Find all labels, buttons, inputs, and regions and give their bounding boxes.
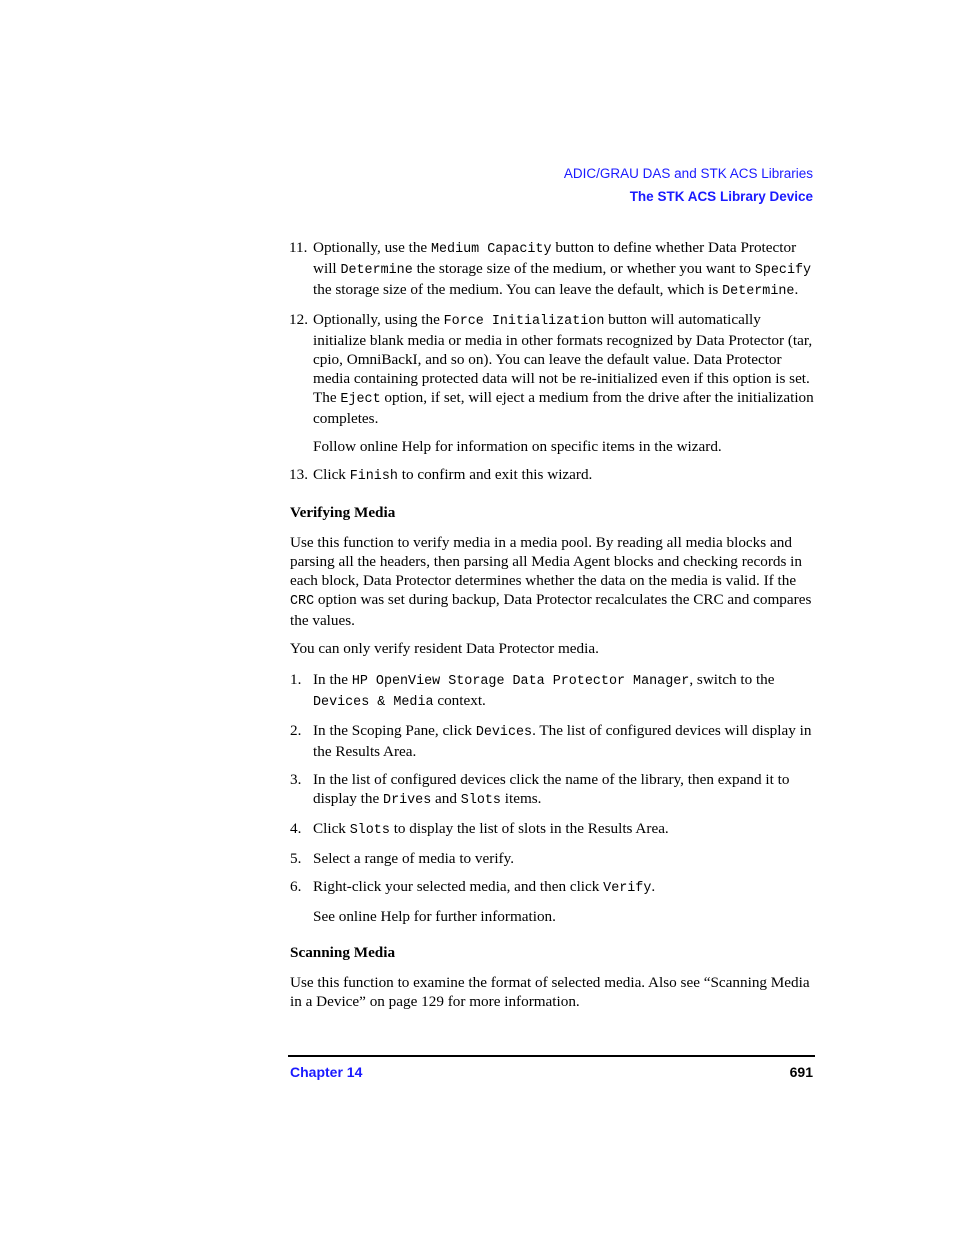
- code-force-initialization: Force Initialization: [443, 314, 605, 329]
- verify-step-1: 1. In the HP OpenView Storage Data Protector Manager, switch to the Devices & Media context.: [290, 671, 775, 710]
- code-determine: Determine: [340, 263, 413, 278]
- step-number: 1.: [290, 671, 302, 688]
- code-verify: Verify: [603, 881, 652, 896]
- verify-step-4: 4. Click Slots to display the list of slots in the Results Area.: [290, 820, 669, 838]
- step-number: 11.: [289, 239, 308, 256]
- code-devices: Devices: [475, 725, 533, 740]
- code-slots: Slots: [349, 823, 390, 838]
- code-manager-name: HP OpenView Storage Data Protector Manager: [351, 674, 690, 689]
- scan-intro-paragraph: Use this function to examine the format of selected media. Also see “Scanning Media in a Device” on page 129 for more information.: [290, 974, 810, 1010]
- code-specify: Specify: [754, 263, 812, 278]
- verify-intro-paragraph: Use this function to verify media in a media pool. By reading all media blocks and parsing all the headers, then parsing all Media Agent blocks and checking records in each block, Data Protector determines whether the data on the media is valid. If the CRC option was set during backup, Data Protector recalculates the CRC and compares the values.: [290, 534, 812, 629]
- code-medium-capacity: Medium Capacity: [430, 242, 552, 257]
- footer-page-number: 691: [789, 1064, 813, 1080]
- footer-rule: [288, 1055, 815, 1057]
- heading-scanning-media: Scanning Media: [290, 944, 396, 961]
- code-devices-media: Devices & Media: [313, 695, 434, 710]
- code-slots: Slots: [460, 793, 501, 808]
- verify-step-2: 2. In the Scoping Pane, click Devices. The list of configured devices will display in the Results Area.: [290, 722, 812, 760]
- verify-step-6: 6. Right-click your selected media, and then click Verify.: [290, 878, 656, 896]
- heading-verifying-media: Verifying Media: [290, 504, 396, 521]
- step-11: 11. Optionally, use the Medium Capacity button to define whether Data Protector will Determine the storage size of the medium, or whether you want to Specify the storage size of the medium. You can leave the default, which is Determine.: [289, 239, 812, 299]
- code-determine-default: Determine: [722, 284, 795, 299]
- verify-resident-note: You can only verify resident Data Protector media.: [290, 640, 599, 657]
- code-drives: Drives: [383, 793, 432, 808]
- step-number: 13.: [289, 466, 308, 483]
- page-body: [290, 238, 815, 1011]
- footer-chapter: Chapter 14: [290, 1064, 363, 1080]
- verify-step-5: 5. Select a range of media to verify.: [290, 850, 515, 867]
- step-13: 13. Click Finish to confirm and exit this wizard.: [289, 466, 593, 484]
- see-help-note: See online Help for further information.: [313, 908, 556, 925]
- step-12: 12. Optionally, using the Force Initialization button will automatically initialize blank media or media in other formats recognized by Data Protector (tar, cpio, OmniBackI, and so on). You can leave the default value. Data Protector media containing protected data will not be re-initialized even if this option is set. The Eject option, if set, will eject a medium from the drive after the initialization completes.: [289, 311, 814, 427]
- step-number: 12.: [289, 311, 308, 328]
- step-number: 3.: [290, 771, 302, 788]
- step-number: 6.: [290, 878, 302, 895]
- code-crc: CRC: [290, 594, 315, 609]
- code-eject: Eject: [340, 392, 381, 407]
- follow-help-note: Follow online Help for information on specific items in the wizard.: [313, 438, 722, 455]
- step-number: 5.: [290, 850, 302, 867]
- running-header-chapter-title: ADIC/GRAU DAS and STK ACS Libraries: [563, 166, 813, 181]
- step-number: 4.: [290, 820, 302, 837]
- code-finish: Finish: [349, 469, 398, 484]
- step-number: 2.: [290, 722, 302, 739]
- verify-step-3: 3. In the list of configured devices click the name of the library, then expand it to display the Drives and Slots items.: [290, 771, 790, 808]
- running-header-section-title: The STK ACS Library Device: [629, 189, 813, 204]
